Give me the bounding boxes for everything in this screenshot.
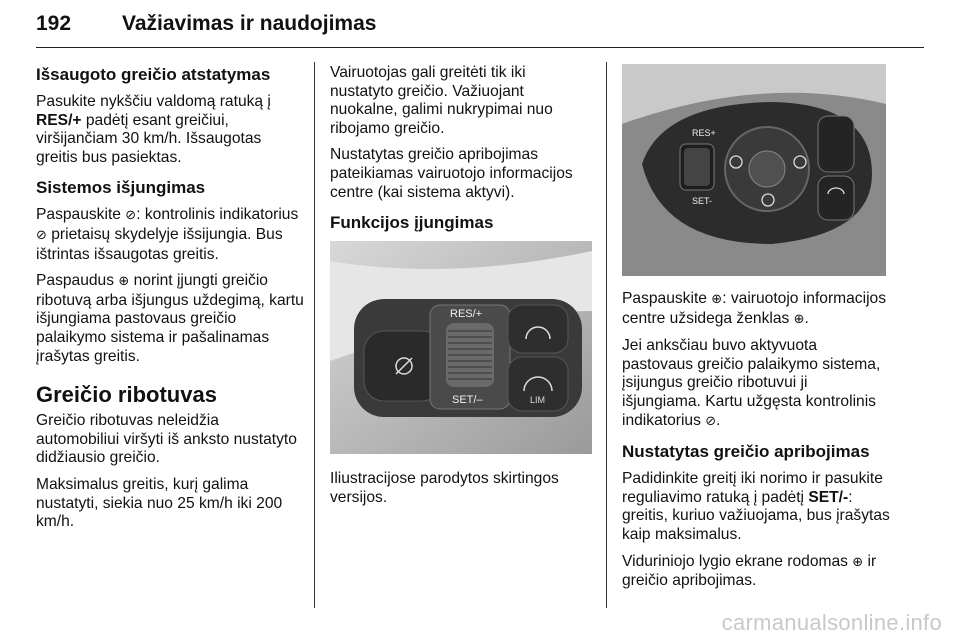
column-divider-2: [606, 62, 607, 608]
paragraph-limiter-range: Maksimalus greitis, kurį galima nustatyti, siekia nuo 25 km/h iki 200 km/h.: [36, 475, 283, 531]
chapter-title: Važiavimas ir naudojimas: [122, 12, 377, 35]
fig2-res-label: RES+: [692, 128, 716, 138]
speed-limiter-icon: ⊕: [793, 311, 805, 327]
fig-set-label: SET/–: [452, 394, 483, 407]
paragraph-restore: Pasukite nykščiu valdomą ratuką į RES/+ padėtį esant greičiui, viršijančiam 30 km/h. Išsaugotas greitis bus pasiektas.: [36, 93, 271, 166]
steering-controls-figure-1: [330, 241, 592, 454]
heading-activation: Funkcijos įjungimas: [330, 213, 494, 233]
heading-set-limit: Nustatytas greičio apribojimas: [622, 442, 870, 462]
paragraph-driver: Vairuotojas gali greitėti tik iki nustatyto greičio. Važiuojant nuokalne, galimi nukrypimai nuo ribojamo greičio.: [330, 64, 553, 137]
cruise-off-icon: ⊘: [125, 208, 137, 224]
paragraph-limiter-desc: Greičio ribotuvas neleidžia automobiliui viršyti iš anksto nustatyto didžiausio greičio.: [36, 412, 297, 467]
heading-system-off: Sistemos išjungimas: [36, 178, 206, 198]
paragraph-info-center: Nustatytas greičio apribojimas pateikiamas vairuotojo informacijos centre (kai sistema aktyvi).: [330, 146, 573, 201]
column-3: [622, 64, 890, 599]
fig-res-label: RES/+: [450, 308, 483, 321]
fig-lim-label: LIM: [530, 395, 546, 406]
cruise-off-icon: ⊘: [36, 227, 47, 243]
heading-restore-speed: Išsaugoto greičio atstatymas: [36, 65, 271, 84]
figure-caption: Iliustracijose parodytos skirtingos versijos.: [330, 470, 559, 506]
page-number: 192: [36, 12, 72, 35]
watermark: carmanualsonline.info: [721, 610, 942, 635]
paragraph-previous-cruise: Jei anksčiau buvo aktyvuota pastovaus greičio palaikymo sistema, įsijungus greičio ribotuvui ji išjungiama. Kartu užgęsta kontrolinis indikatorius ⊘.: [622, 337, 881, 429]
res-label: RES/+: [36, 111, 82, 129]
speed-limiter-icon: ⊕: [711, 292, 723, 307]
speed-limiter-icon: ⊕: [852, 554, 864, 570]
paragraph-system-off: Paspauskite ⊘: kontrolinis indikatorius ⊘ prietaisų skydelyje išsijungia. Bus ištrintas išsaugotas greitis.: [36, 206, 299, 263]
heading-speed-limiter: Greičio ribotuvas: [36, 382, 217, 408]
paragraph-set-limit: Padidinkite greitį iki norimo ir pasukite reguliavimo ratuką į padėtį SET/-: greitis, kuriuo važiuojama, bus įrašytas kaip maksimalus.: [622, 470, 890, 543]
steering-controls-figure-2: [622, 64, 886, 276]
paragraph-mid-level: Viduriniojo lygio ekrane rodomas ⊕ ir greičio apribojimas.: [622, 552, 877, 590]
set-label: SET/-: [808, 488, 849, 506]
page-header: [36, 8, 924, 48]
column-divider-1: [314, 62, 315, 608]
paragraph-limiter-switch: Paspaudus ⊕ norint įjungti greičio ribotuvą arba išjungus uždegimą, kartu išjungiama pastovaus greičio palaikymo sistema ir pašalinamas įrašytas greitis.: [36, 272, 304, 365]
paragraph-press-limiter: Paspauskite ⊕: vairuotojo informacijos centre užsidega ženklas ⊕.: [622, 290, 887, 327]
speed-limiter-icon: ⊕: [118, 274, 130, 290]
cruise-off-icon: ⊘: [705, 413, 717, 429]
column-2: [330, 64, 592, 515]
column-1: [36, 64, 304, 540]
fig2-set-label: SET-: [692, 196, 713, 206]
